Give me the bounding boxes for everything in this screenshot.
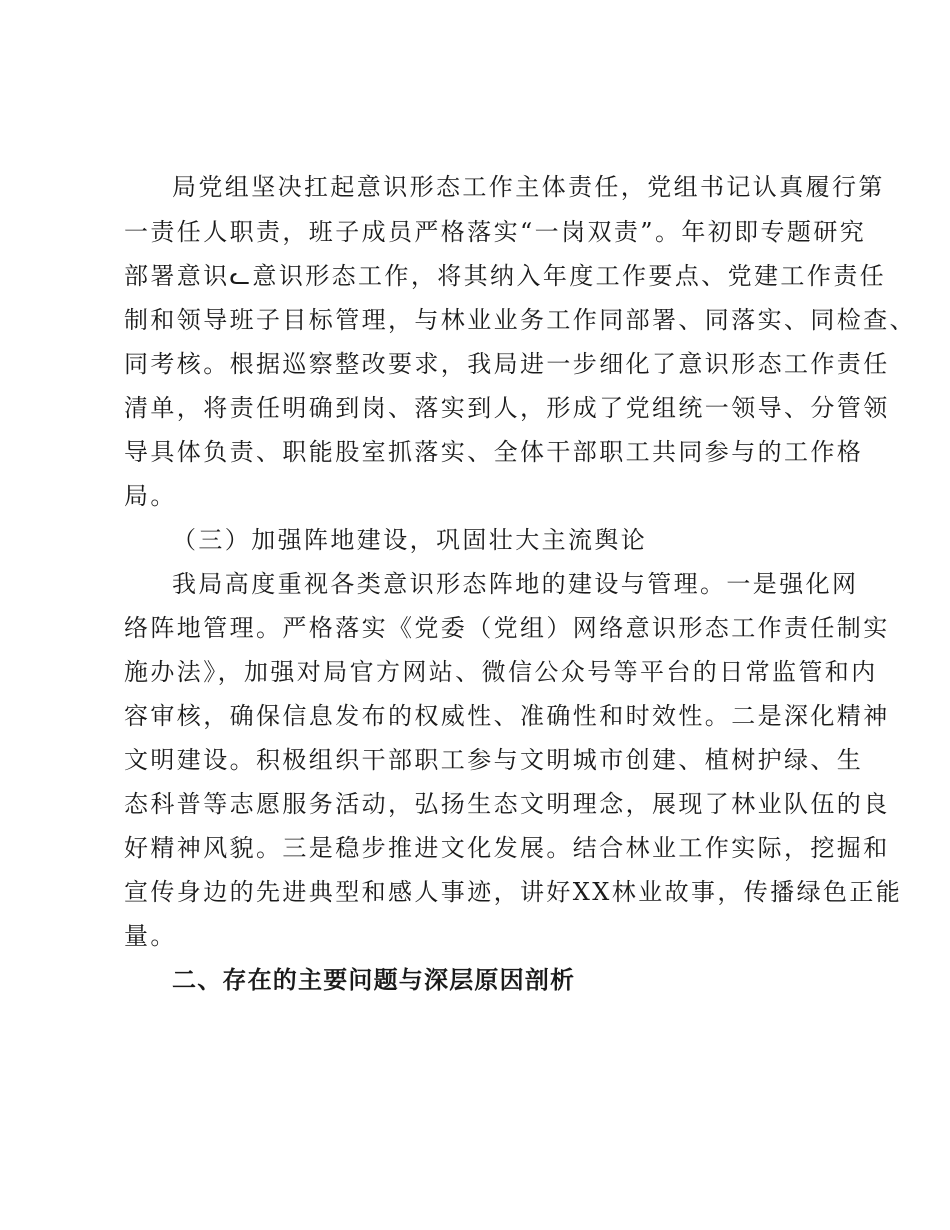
paragraph-line: 络阵地管理。严格落实《党委（党组）网络意识形态工作责任制实 xyxy=(124,614,890,642)
subheading: （三）加强阵地建设，巩固壮大主流舆论 xyxy=(172,526,648,554)
section-heading: 二、存在的主要问题与深层原因剖析 xyxy=(172,966,576,994)
paragraph-line: 导具体负责、职能股室抓落实、全体干部职工共同参与的工作格 xyxy=(124,438,864,466)
paragraph-line: 容审核，确保信息发布的权威性、准确性和时效性。二是深化精神 xyxy=(124,702,890,730)
paragraph-line: 清单，将责任明确到岗、落实到人，形成了党组统一领导、分管领 xyxy=(124,394,890,422)
paragraph-line: 文明建设。积极组织干部职工参与文明城市创建、植树护绿、生 xyxy=(124,746,864,774)
paragraph-line: 量。 xyxy=(124,922,177,950)
paragraph-line: 施办法》，加强对局官方网站、微信公众号等平台的日常监管和内 xyxy=(124,658,878,686)
paragraph-line: 好精神风貌。三是稳步推进文化发展。结合林业工作实际，挖掘和 xyxy=(124,834,890,862)
paragraph-line: 一责任人职责，班子成员严格落实“一岗双责”。年初即专题研究 xyxy=(124,218,867,246)
paragraph-line: 同考核。根据巡察整改要求，我局进一步细化了意识形态工作责任 xyxy=(124,350,890,378)
paragraph-line: 部署意识ᓚ意识形态工作，将其纳入年度工作要点、党建工作责任 xyxy=(124,262,887,290)
paragraph-line: 局党组坚决扛起意识形态工作主体责任，党组书记认真履行第 xyxy=(172,173,885,201)
paragraph-line: 局。 xyxy=(124,482,177,510)
paragraph-line: 我局高度重视各类意识形态阵地的建设与管理。一是强化网 xyxy=(172,570,859,598)
paragraph-line: 制和领导班子目标管理，与林业业务工作同部署、同落实、同检查、 xyxy=(124,306,916,334)
paragraph-line: 态科普等志愿服务活动，弘扬生态文明理念，展现了林业队伍的良 xyxy=(124,790,890,818)
paragraph-line: 宣传身边的先进典型和感人事迹，讲好XX林业故事，传播绿色正能 xyxy=(124,878,903,906)
